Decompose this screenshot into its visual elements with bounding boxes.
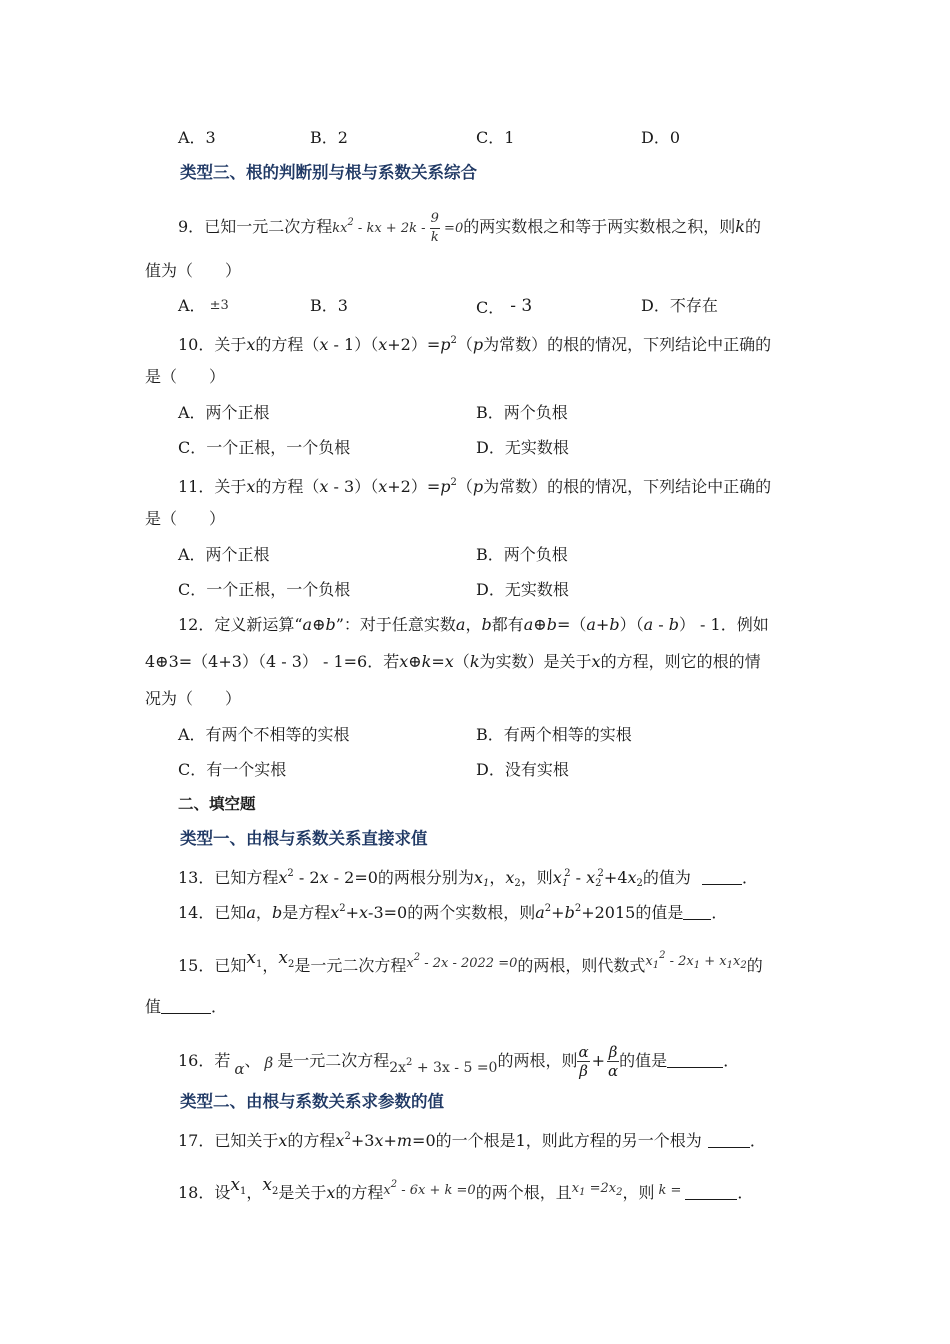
q9-var-k: k <box>735 217 745 236</box>
question-13: 13．已知方程$x^2 - 2x - 2=0$的两根分别为$x_1$，$x_2$，则$x_1^2 - x_2^2+4x_2$的值为 ． <box>178 868 759 889</box>
q11-continuation: 是（ ） <box>145 509 226 528</box>
q8-option-c: C．1 <box>476 128 515 147</box>
q9-text: 已知一元二次方程 <box>204 217 333 236</box>
question-14: 14．已知a，b是方程$x^2+x-3=0$的两个实数根，则$a^2+b^2+2015$的值是 ． <box>178 903 728 922</box>
q9-option-d: D．不存在 <box>641 296 718 315</box>
q16-answer-blank[interactable] <box>667 1053 723 1068</box>
type3-heading: 类型三、根的判断别与根与系数关系综合 <box>180 163 477 182</box>
q10-option-d: D．无实数根 <box>476 438 569 457</box>
q13-answer-blank[interactable] <box>702 870 742 885</box>
q10-option-b: B．两个负根 <box>476 403 568 422</box>
q9-text-3: 的 <box>744 217 761 236</box>
question-10: 10．关于x的方程$(x - 1)(x+2)=p^2(p$为常数）的根的情况，下列结论中正确的 <box>178 335 772 354</box>
type2-heading: 类型二、由根与系数关系求参数的值 <box>180 1092 444 1111</box>
q9-continuation: 值为（ ） <box>145 261 242 280</box>
q15-continuation: 值 ． <box>145 997 228 1016</box>
q9-option-a: A． ±3 <box>178 296 229 315</box>
q9-number: 9． <box>178 217 205 236</box>
q11-option-c: C．一个正根，一个负根 <box>178 580 351 599</box>
question-15: 15．已知$x^1$，$x^2$是一元二次方程$^{x^2 - 2x - 2022 =0}$的两根，则代数式$^{x_1^2 - 2x_1 + x_1x_2}$的 <box>178 948 763 975</box>
q18-answer-blank[interactable] <box>685 1185 737 1200</box>
q8-option-a: A．3 <box>178 128 216 147</box>
q11-option-b: B．两个负根 <box>476 545 568 564</box>
q12-continuation: 况为（ ） <box>145 689 242 708</box>
question-12: 12．定义新运算“a⊕b”：对于任意实数a，b都有a⊕b=（a+b）（a - b） - 1．例如 <box>178 615 769 634</box>
q10-option-c: C．一个正根，一个负根 <box>178 438 351 457</box>
question-11: 11．关于x的方程$(x - 3)(x+2)=p^2(p$为常数）的根的情况，下列结论中正确的 <box>178 477 772 496</box>
question-17: 17．已知关于x的方程$x^2+3x+m=0$的一个根是1，则此方程的另一个根为 ． <box>178 1131 766 1150</box>
q8-option-d: D．0 <box>641 128 681 147</box>
q12-line-2: 4⊕3=（4+3）（4 - 3） - 1=6．若x⊕k=x（k为实数）是关于x的方程，则它的根的情 <box>145 652 761 671</box>
q12-option-a: A．有两个不相等的实根 <box>178 725 350 744</box>
q9-text-2: 的两实数根之和等于两实数根之积，则 <box>463 217 736 236</box>
question-16: 16．若 α、 β 是一元二次方程$2x^2 + 3x - 5 =0$的两根，则 $\frac{\alpha}{\beta}$ + $\frac{\beta}{\alpha}$ 的值是 ． <box>178 1043 740 1080</box>
q15-answer-blank[interactable] <box>161 999 211 1014</box>
q12-option-c: C．有一个实根 <box>178 760 287 779</box>
q12-option-d: D．没有实根 <box>476 760 569 779</box>
q11-option-d: D．无实数根 <box>476 580 569 599</box>
q14-answer-blank[interactable] <box>683 905 711 920</box>
q12-option-b: B．有两个相等的实根 <box>476 725 632 744</box>
question-9 <box>178 210 761 247</box>
section-2-title: 二、填空题 <box>178 795 256 813</box>
question-18: 18．设$x^1$，$x^2$是关于x的方程$^{x^2 - 6x + k =0}$的两个根，且$^{x_1 =2x_2}$，则 $^{k =}$ ． <box>178 1175 754 1202</box>
q10-continuation: 是（ ） <box>145 367 226 386</box>
q10-option-a: A．两个正根 <box>178 403 270 422</box>
q9-option-c: C． - 3 <box>476 296 533 317</box>
q8-option-b: B．2 <box>310 128 348 147</box>
q17-answer-blank[interactable] <box>708 1133 750 1148</box>
q9-equation: $kx^2$ - kx + 2k - $\frac{9}{k}$ =0 <box>332 211 464 245</box>
type1-heading: 类型一、由根与系数关系直接求值 <box>180 829 428 848</box>
q11-option-a: A．两个正根 <box>178 545 270 564</box>
q9-option-b: B．3 <box>310 296 348 315</box>
